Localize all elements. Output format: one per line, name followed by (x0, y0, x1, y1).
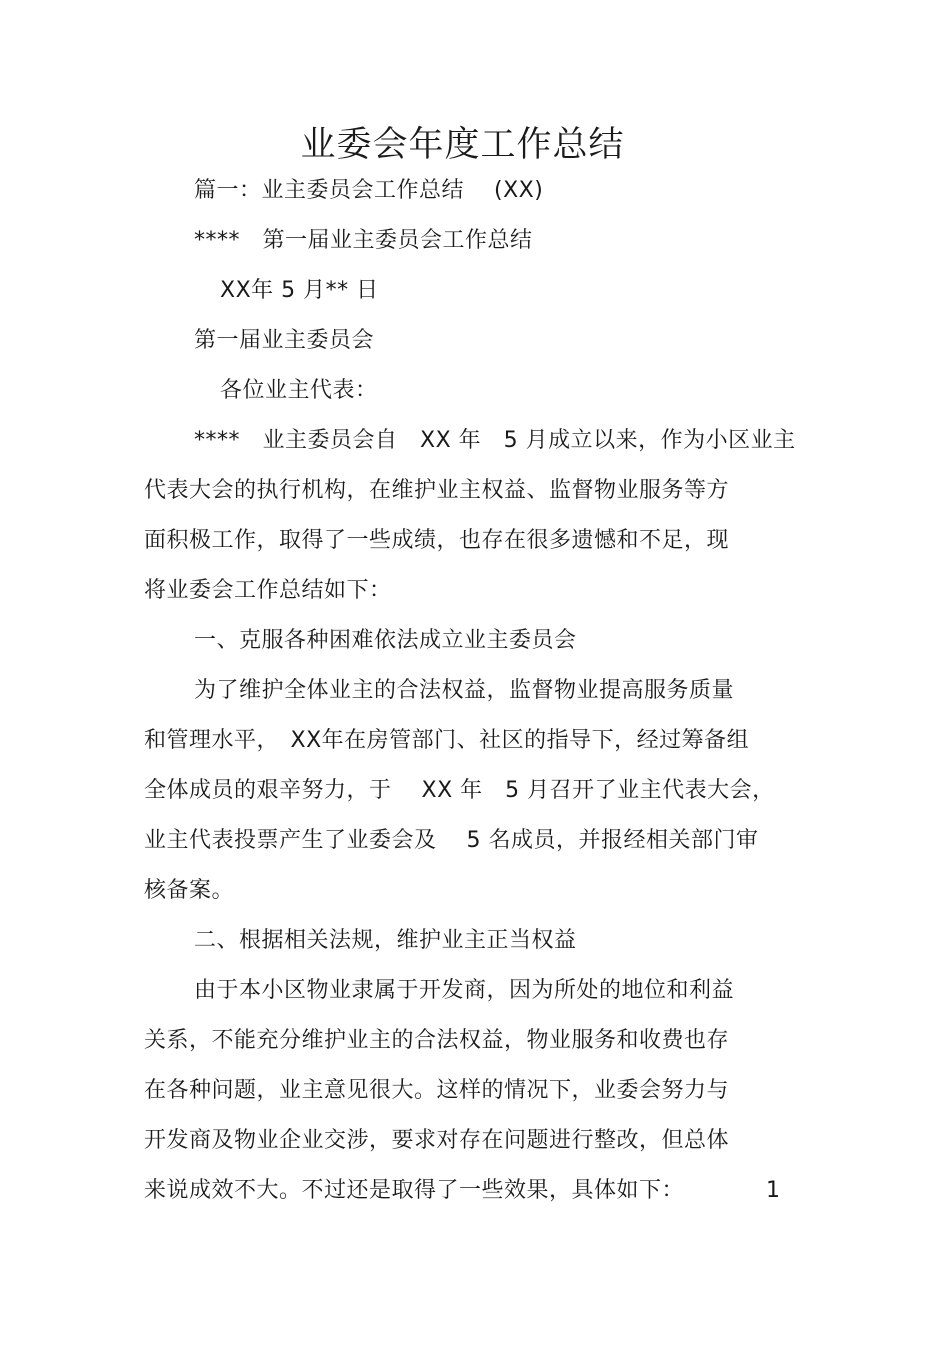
body-line: 将业委会工作总结如下： (144, 578, 392, 603)
page-number: 1 (766, 1178, 780, 1203)
body-line: **** 业主委员会自 XX 年 5 月成立以来，作为小区业主 (194, 428, 796, 453)
section-heading-one: 一、克服各种困难依法成立业主委员会 (194, 628, 577, 653)
body-line: 和管理水平， XX年在房管部门、社区的指导下，经过筹备组 (144, 728, 750, 753)
body-line: 全体成员的艰辛努力，于 XX 年 5 月召开了业主代表大会， (144, 778, 775, 803)
body-line: 开发商及物业企业交涉，要求对存在问题进行整改，但总体 (144, 1128, 730, 1153)
document-title: 业委会年度工作总结 (300, 125, 625, 165)
body-line: 在各种问题，业主意见很大。这样的情况下，业委会努力与 (144, 1078, 730, 1103)
body-line: 代表大会的执行机构，在维护业主权益、监督物业服务等方 (144, 478, 730, 503)
report-title-line: **** 第一届业主委员会工作总结 (194, 228, 533, 253)
body-line: 关系，不能充分维护业主的合法权益，物业服务和收费也存 (144, 1028, 730, 1053)
body-line: 业主代表投票产生了业委会及 5 名成员，并报经相关部门审 (144, 828, 759, 853)
body-line: 为了维护全体业主的合法权益，监督物业提高服务质量 (194, 678, 735, 703)
body-line: 面积极工作，取得了一些成绩，也存在很多遗憾和不足，现 (144, 528, 730, 553)
issuer-line: 第一届业主委员会 (194, 328, 375, 353)
section-heading-two: 二、根据相关法规，维护业主正当权益 (194, 928, 577, 953)
body-line: 来说成效不大。不过还是取得了一些效果，具体如下： (144, 1178, 685, 1203)
section-heading-part-one: 篇一：业主委员会工作总结 (XX) (194, 178, 544, 203)
salutation-line: 各位业主代表： (220, 378, 378, 403)
date-line: XX年 5 月** 日 (220, 278, 379, 303)
body-line: 由于本小区物业隶属于开发商，因为所处的地位和利益 (194, 978, 735, 1003)
body-line: 核备案。 (144, 878, 235, 903)
